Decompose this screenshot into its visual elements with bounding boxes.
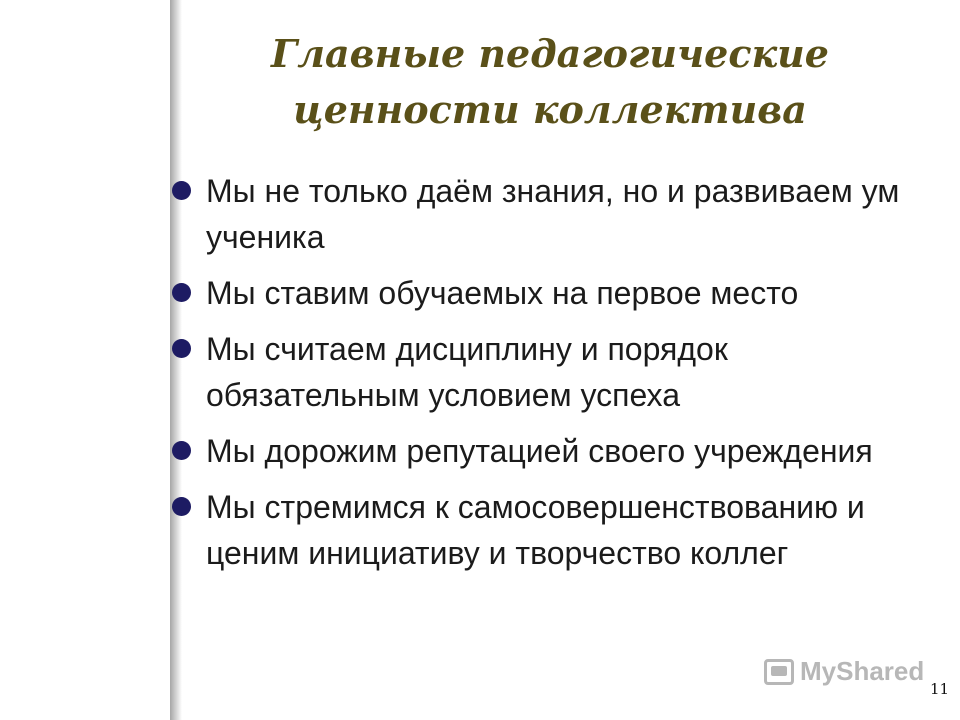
presentation-icon <box>764 659 794 685</box>
bullet-text: Мы считаем дисциплину и порядок обязательным условием успеха <box>206 331 728 413</box>
bullet-item <box>172 428 932 474</box>
bullet-item <box>172 270 932 316</box>
bullet-list <box>172 168 932 586</box>
bullet-item <box>172 484 932 576</box>
watermark <box>764 656 924 687</box>
bullet-text: Мы стремимся к самосовершенствованию и ценим инициативу и творчество коллег <box>206 489 865 571</box>
bullet-icon <box>172 283 191 302</box>
slide-title: Главные педагогические ценности коллектива <box>271 31 829 132</box>
bullet-icon <box>172 181 191 200</box>
bullet-text: Мы ставим обучаемых на первое место <box>206 275 799 311</box>
watermark-text: MyShared <box>800 656 925 686</box>
bullet-icon <box>172 497 191 516</box>
bullet-text: Мы не только даём знания, но и развиваем ум ученика <box>206 173 900 255</box>
page-number: 11 <box>930 680 950 698</box>
bullet-text: Мы дорожим репутацией своего учреждения <box>206 433 873 469</box>
bullet-item <box>172 326 932 418</box>
bullet-item <box>172 168 932 260</box>
bullet-icon <box>172 441 191 460</box>
curtain-texture <box>0 0 170 720</box>
bullet-icon <box>172 339 191 358</box>
